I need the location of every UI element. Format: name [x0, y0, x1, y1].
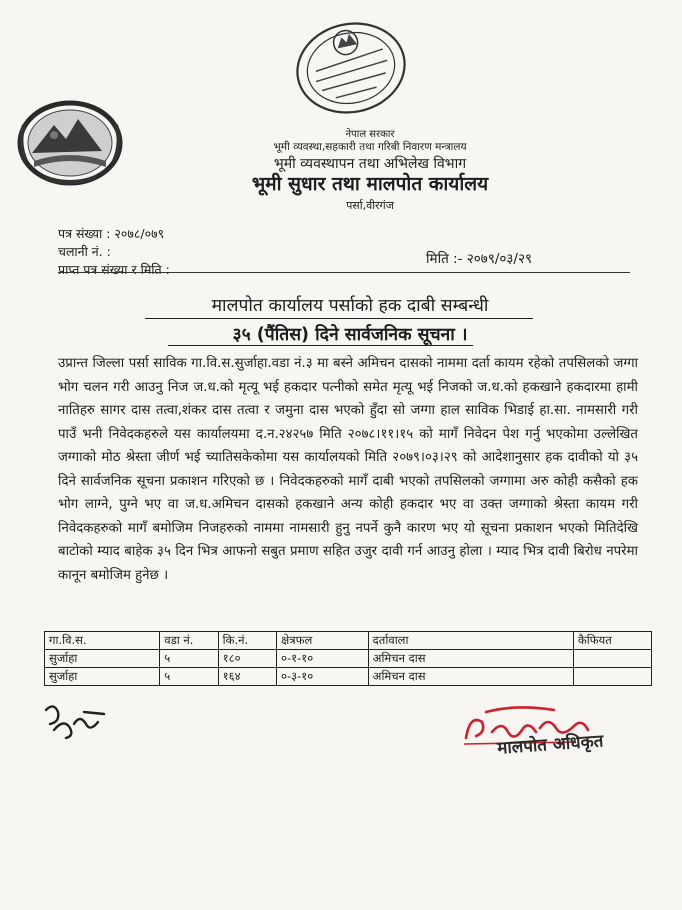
cell-area: ०-३-१०: [277, 668, 369, 686]
official-seal-text: मालपोत अधिकृत: [496, 731, 605, 759]
title-underline: [145, 318, 533, 319]
land-parcel-table: [44, 631, 652, 686]
col-plot-no: कि.नं.: [218, 632, 276, 650]
cell-owner: अमिचन दास: [368, 650, 573, 668]
cell-plot-no: १८०: [218, 650, 276, 668]
cell-ward: ५: [160, 650, 218, 668]
office-stamp-icon: [290, 12, 412, 124]
cell-remarks: [573, 650, 651, 668]
cell-ward: ५: [160, 668, 218, 686]
col-area: क्षेत्रफल: [277, 632, 369, 650]
letterhead-government: नेपाल सरकार: [345, 129, 395, 140]
col-remarks: कैफियत: [573, 632, 651, 650]
notice-date: मिति :- २०७९/०३/२९: [426, 251, 533, 267]
letterhead-location: पर्सा,वीरगंज: [346, 199, 394, 212]
col-ward: वडा नं.: [160, 632, 218, 650]
letterhead-department: भूमी व्यवस्थापन तथा अभिलेख विभाग: [273, 156, 467, 172]
received-letter-info: प्राप्त पत्र संख्या र मिति :: [58, 262, 170, 277]
table-row: [45, 650, 652, 668]
handwritten-initials-icon: [40, 700, 110, 744]
cell-area: ०-१-१०: [277, 650, 369, 668]
letter-number: पत्र संख्या : २०७८/०७९: [58, 226, 165, 241]
notice-title: मालपोत कार्यालय पर्साको हक दाबी सम्बन्धी: [211, 296, 489, 316]
cell-owner: अमिचन दास: [368, 668, 573, 686]
col-owner: दर्तावाला: [368, 632, 573, 650]
header-divider: [58, 272, 630, 273]
table-row: [45, 668, 652, 686]
nepal-emblem-icon: [14, 95, 126, 187]
subtitle-underline: [168, 345, 473, 346]
cell-vdc: सुर्जाहा: [45, 650, 160, 668]
cell-vdc: सुर्जाहा: [45, 668, 160, 686]
notice-subtitle: ३५ (पैंतिस) दिने सार्वजनिक सूचना ।: [232, 325, 468, 345]
cell-plot-no: १६४: [218, 668, 276, 686]
letterhead-ministry: भूमी व्यवस्था,सहकारी तथा गरिबी निवारण मन्त्रालय: [273, 141, 467, 153]
cell-remarks: [573, 668, 651, 686]
table-header-row: [45, 632, 652, 650]
letterhead-office: भूमी सुधार तथा मालपोत कार्यालय: [251, 173, 489, 195]
dispatch-number: चलानी नं. :: [58, 244, 111, 259]
col-vdc: गा.वि.स.: [45, 632, 160, 650]
notice-body: उप्रान्त जिल्ला पर्सा साविक गा.वि.स.सुर्जाहा.वडा नं.३ मा बस्ने अमिचन दासको नाममा दर्ता कायम रहेको तपसिलको जग्गा भोग चलन गरी आउनु निज ज.ध.को मृत्यू भई हकदार पत्नीको समेत मृत्यू भई निजको ज.ध.को हकखाने हकदारमा हामी नातिहरु सागर दास तत्वा,शंकर दास तत्वा र जमुना दास भएको हुँदा सो जग्गा हाल साविक भिडाई हा.सा. नामसारी गरी पाउँ भनी निवेदकहरुले यस कार्यालयमा द.न.२४२५७ मिति २०७८।११।१५ को मागँ निवेदन पेश गर्नु भएकोमा उल्लेखित जग्गाको मोठ श्रेस्ता जीर्ण भई च्यातिसकेकोमा यस कार्यालयको मिति २०७९।०३।२९ को आदेशानुसार हक दावीको यो ३५ दिने सार्वजनिक सूचना प्रकाशन गरिएको छ । निवेदकहरुको मागँ दाबी भएको तपसिलको जग्गामा अरु कोही कसैको हक भोग लाग्ने, पुग्ने भए वा ज.ध.अमिचन दासको हकखाने अन्य कोही हकदार भए वा उक्त जग्गाको श्रेस्ता कायम गरी निवेदकहरुको मागँ बमोजिम निजहरुको नाममा नामसारी हुनु नपर्ने कुनै कारण भए यो सूचना प्रकाशन भएको मितिदेखि बाटोको म्याद बाहेक ३५ दिन भित्र आफनो सबुत प्रमाण सहित उजुर दावी गर्न आउनु होला । म्याद भित्र दावी बिरोध नपरेमा कानून बमोजिम हुनेछ ।: [58, 356, 638, 583]
